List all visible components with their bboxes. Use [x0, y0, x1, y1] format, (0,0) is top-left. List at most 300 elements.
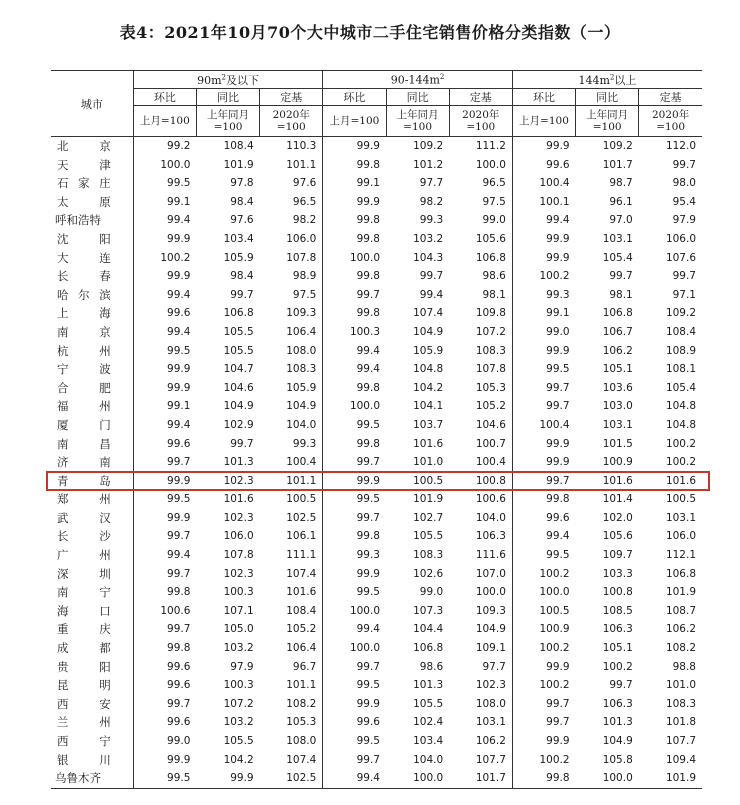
subheader-cell: 同比: [196, 89, 259, 106]
index-value: 100.8: [602, 586, 633, 599]
base-header-line: =100: [403, 121, 433, 133]
index-value: 104.7: [223, 363, 254, 376]
index-value: 99.9: [323, 695, 386, 714]
index-value: 107.4: [413, 307, 444, 320]
index-value: 99.6: [133, 304, 196, 323]
city-name: 北京: [57, 139, 111, 153]
index-value: 99.1: [133, 193, 196, 212]
index-value: 98.6: [482, 270, 506, 283]
index-value: 104.3: [413, 251, 444, 264]
city-name: 银川: [57, 752, 111, 767]
index-value: 99.9: [512, 137, 575, 156]
index-value: 111.6: [475, 549, 506, 562]
index-value: 99.5: [133, 769, 196, 788]
base-header-cell: 上月=100: [512, 106, 575, 137]
index-value: 104.2: [413, 381, 444, 394]
index-value: 99.6: [512, 156, 575, 175]
index-value: 109.7: [602, 549, 633, 562]
city-name: 广州: [57, 548, 111, 563]
index-value: 99.8: [323, 379, 386, 398]
index-value: 99.7: [133, 527, 196, 546]
index-value: 109.2: [413, 140, 444, 152]
index-value: 100.4: [512, 416, 575, 435]
index-value: 99.7: [323, 658, 386, 677]
index-value: 99.3: [323, 546, 386, 565]
index-value: 99.8: [323, 527, 386, 546]
index-value: 104.6: [223, 381, 254, 394]
table-row: [51, 695, 702, 714]
table-row: [51, 527, 702, 546]
table-row: [51, 565, 702, 584]
index-value: 105.4: [665, 381, 696, 394]
index-value: 103.1: [602, 418, 633, 431]
index-value: 99.9: [323, 472, 386, 491]
index-value: 103.2: [413, 232, 444, 245]
index-value: 100.0: [576, 769, 639, 788]
table-row: [51, 174, 702, 193]
index-value: 99.8: [323, 230, 386, 249]
index-value: 108.1: [665, 363, 696, 376]
index-value: 111.2: [475, 140, 506, 152]
index-value: 107.8: [223, 549, 254, 562]
index-value: 96.1: [609, 195, 633, 208]
base-header-line: 上年同月: [586, 109, 629, 121]
index-value: 95.4: [672, 195, 696, 208]
index-value: 105.2: [475, 400, 506, 413]
index-value: 99.5: [133, 174, 196, 193]
index-value: 99.8: [133, 583, 196, 602]
city-name: 呼和浩特: [55, 213, 101, 228]
index-value: 112.0: [665, 140, 696, 152]
table-row: [51, 676, 702, 695]
index-value: 99.9: [512, 435, 575, 454]
index-value: 104.2: [223, 753, 254, 766]
index-value: 99.4: [512, 527, 575, 546]
index-value: 99.9: [323, 137, 386, 156]
index-value: 99.5: [323, 676, 386, 695]
index-value: 107.0: [475, 567, 506, 580]
base-header-cell: 2020年=100: [449, 106, 512, 137]
index-value: 99.4: [323, 620, 386, 639]
index-value: 99.5: [323, 490, 386, 509]
index-value: 100.0: [323, 639, 386, 658]
index-value: 111.1: [286, 549, 317, 562]
base-header-cell: [386, 106, 449, 137]
index-value: 106.7: [602, 325, 633, 338]
index-value: 99.8: [323, 211, 386, 230]
index-value: 100.5: [413, 474, 444, 487]
city-name: 乌鲁木齐: [51, 769, 133, 788]
subheader-cell: 同比: [576, 89, 639, 106]
table-row: [51, 267, 702, 286]
index-value: 100.5: [286, 493, 317, 506]
table-row: [51, 323, 702, 342]
index-value: 105.5: [223, 344, 254, 357]
base-header-cell: [196, 106, 259, 137]
index-value: 106.8: [223, 307, 254, 320]
index-value: 99.6: [133, 713, 196, 732]
index-value: 108.7: [665, 604, 696, 617]
index-value: 99.8: [512, 769, 575, 788]
index-value: 106.2: [475, 735, 506, 747]
index-value: 105.1: [602, 642, 633, 655]
index-value: 99.5: [323, 732, 386, 751]
group-header-large: $144m^2$以上: [512, 71, 702, 89]
index-value: 99.9: [323, 565, 386, 584]
index-value: 100.0: [475, 586, 506, 599]
index-value: 100.0: [323, 249, 386, 268]
index-value: 99.4: [133, 211, 196, 230]
index-value: 97.6: [292, 177, 317, 190]
index-value: 99.8: [323, 267, 386, 286]
index-value: 99.9: [133, 751, 196, 770]
index-value: 107.2: [223, 697, 254, 710]
index-value: 107.1: [223, 604, 254, 617]
index-value: 99.8: [133, 639, 196, 658]
index-value: 101.6: [223, 493, 254, 506]
index-value: 99.9: [512, 342, 575, 361]
table-row: [51, 602, 702, 621]
index-value: 101.8: [665, 716, 696, 729]
index-value: 100.4: [512, 174, 575, 193]
index-value: 108.9: [665, 344, 696, 357]
index-value: 99.9: [512, 249, 575, 268]
index-value: 100.2: [133, 249, 196, 268]
index-value: 106.2: [665, 623, 696, 636]
index-value: 100.2: [512, 751, 575, 770]
index-value: 106.3: [602, 697, 633, 710]
table-row: [51, 435, 702, 454]
index-value: 99.9: [133, 360, 196, 379]
index-value: 104.9: [475, 623, 506, 636]
index-value: 107.8: [475, 363, 506, 376]
city-name: 沈阳: [57, 231, 111, 246]
index-value: 104.9: [602, 735, 633, 747]
index-value: 101.6: [665, 474, 696, 487]
index-value: 109.4: [665, 753, 696, 766]
index-value: 105.5: [413, 530, 444, 543]
subheader-cell: 环比: [323, 89, 386, 106]
index-value: 102.6: [413, 567, 444, 580]
index-value: 106.0: [223, 530, 254, 543]
city-name: 宁波: [57, 362, 111, 377]
index-value: 99.0: [133, 732, 196, 751]
index-value: 99.7: [512, 472, 575, 491]
index-value: 104.9: [286, 400, 317, 413]
index-value: 99.7: [230, 437, 254, 450]
index-value: 97.5: [482, 195, 506, 208]
index-value: 105.3: [475, 381, 506, 394]
city-name: 武汉: [57, 510, 111, 525]
index-value: 97.7: [482, 660, 506, 673]
index-value: 99.5: [133, 490, 196, 509]
index-value: 100.6: [133, 602, 196, 621]
index-value: 99.7: [323, 286, 386, 305]
base-header-cell: 上月=100: [133, 106, 196, 137]
index-value: 100.9: [602, 456, 633, 469]
index-value: 101.5: [602, 437, 633, 450]
index-value: 102.4: [413, 716, 444, 729]
subheader-cell: 同比: [386, 89, 449, 106]
index-value: 99.6: [133, 658, 196, 677]
index-value: 97.6: [230, 214, 254, 227]
index-value: 109.1: [475, 642, 506, 655]
index-value: 99.4: [133, 286, 196, 305]
table-row: [51, 769, 702, 788]
index-value: 99.4: [323, 342, 386, 361]
index-value: 99.4: [419, 288, 444, 301]
index-value: 99.7: [230, 288, 254, 301]
index-value: 99.8: [323, 156, 386, 175]
index-value: 106.3: [602, 623, 633, 636]
index-value: 99.4: [133, 416, 196, 435]
index-value: 101.4: [602, 493, 633, 506]
index-value: 103.6: [602, 381, 633, 394]
index-value: 100.7: [475, 437, 506, 450]
index-value: 101.6: [286, 586, 317, 599]
index-value: 108.0: [475, 697, 506, 710]
index-value: 100.0: [386, 769, 449, 788]
index-value: 100.0: [512, 583, 575, 602]
index-value: 104.4: [413, 623, 444, 636]
index-value: 107.3: [413, 604, 444, 617]
index-value: 100.2: [665, 456, 696, 469]
index-value: 97.9: [230, 660, 254, 673]
index-value: 100.2: [512, 676, 575, 695]
city-name: 深圳: [57, 566, 111, 581]
index-value: 104.0: [475, 511, 506, 524]
city-name: 厦门: [57, 417, 111, 432]
group-header-small: $90m^2$及以下: [133, 71, 323, 89]
city-name: 南昌: [57, 436, 111, 451]
index-value: 99.7: [133, 695, 196, 714]
index-value: 109.8: [475, 307, 506, 320]
index-value: 99.5: [133, 342, 196, 361]
table-row: [51, 304, 702, 323]
index-value: 99.7: [672, 270, 696, 283]
index-value: 106.8: [602, 307, 633, 320]
index-value: 99.7: [672, 158, 696, 171]
index-value: 100.0: [475, 158, 506, 171]
index-value: 98.7: [609, 177, 633, 190]
index-value: 110.3: [286, 140, 317, 152]
index-value: 104.1: [413, 400, 444, 413]
index-value: 103.4: [413, 735, 444, 747]
city-name: 兰州: [57, 715, 111, 730]
index-value: 103.2: [223, 716, 254, 729]
index-value: 101.9: [665, 586, 696, 599]
index-value: 105.5: [413, 697, 444, 710]
index-value: 109.3: [475, 604, 506, 617]
city-name: 重庆: [57, 622, 111, 637]
index-value: 102.9: [223, 418, 254, 431]
index-value: 103.1: [602, 232, 633, 245]
index-value: 102.3: [475, 679, 506, 692]
index-value: 106.4: [286, 642, 317, 655]
index-value: 108.0: [286, 344, 317, 357]
index-value: 99.9: [196, 769, 259, 788]
index-value: 101.0: [665, 679, 696, 692]
city-name: 济南: [57, 455, 111, 470]
index-value: 101.9: [413, 493, 444, 506]
table-row: [51, 509, 702, 528]
table-row: [51, 230, 702, 249]
index-value: 105.5: [223, 735, 254, 747]
index-value: 99.4: [323, 769, 386, 788]
index-value: 108.3: [286, 363, 317, 376]
index-value: 99.9: [512, 732, 575, 751]
index-value: 106.8: [413, 642, 444, 655]
index-value: 104.6: [475, 418, 506, 431]
index-value: 107.7: [475, 753, 506, 766]
index-value: 108.2: [286, 697, 317, 710]
index-value: 108.4: [223, 140, 254, 152]
index-value: 99.4: [512, 211, 575, 230]
table-row: [51, 397, 702, 416]
index-value: 97.1: [672, 288, 696, 301]
index-value: 97.8: [230, 177, 254, 190]
index-value: 98.6: [419, 660, 444, 673]
index-value: 100.8: [475, 474, 506, 487]
city-name: 西宁: [57, 734, 111, 748]
index-value: 100.5: [512, 602, 575, 621]
index-value: 100.2: [665, 437, 696, 450]
table-row: [51, 249, 702, 268]
city-name: 石家庄: [57, 176, 111, 191]
index-value: 96.7: [292, 660, 317, 673]
index-value: 108.3: [665, 697, 696, 710]
city-name: 南宁: [57, 585, 111, 600]
index-value: 100.4: [475, 456, 506, 469]
index-value: 105.5: [223, 325, 254, 338]
city-column-header: 城市: [51, 71, 133, 137]
subheader-cell: 定基: [639, 89, 702, 106]
index-value: 99.7: [323, 751, 386, 770]
table-row: [51, 360, 702, 379]
index-value: 99.7: [512, 379, 575, 398]
table-row: [51, 732, 702, 751]
index-value: 101.0: [413, 456, 444, 469]
base-header-line: =100: [592, 121, 622, 133]
base-header-cell: 上月=100: [323, 106, 386, 137]
index-value: 106.3: [475, 530, 506, 543]
base-header-line: 上年同月: [396, 109, 439, 121]
index-value: 99.9: [133, 230, 196, 249]
index-value: 98.4: [230, 195, 254, 208]
index-value: 99.6: [133, 435, 196, 454]
index-value: 102.3: [223, 511, 254, 524]
index-value: 105.9: [413, 344, 444, 357]
city-name: 大连: [57, 250, 111, 265]
index-value: 99.3: [512, 286, 575, 305]
index-value: 97.5: [292, 288, 317, 301]
index-value: 109.2: [602, 140, 633, 152]
index-value: 101.3: [223, 456, 254, 469]
index-value: 99.9: [512, 453, 575, 472]
index-value: 109.3: [286, 307, 317, 320]
table-row: [51, 156, 702, 175]
index-value: 99.3: [419, 214, 444, 227]
table-row: [51, 639, 702, 658]
city-name: 福州: [57, 399, 111, 414]
index-value: 101.6: [413, 437, 444, 450]
index-value: 107.2: [475, 325, 506, 338]
index-value: 99.9: [323, 193, 386, 212]
index-value: 99.4: [133, 323, 196, 342]
index-value: 100.0: [323, 397, 386, 416]
index-value: 99.5: [512, 546, 575, 565]
index-value: 96.5: [482, 177, 506, 190]
index-value: 101.9: [223, 158, 254, 171]
index-value: 102.7: [413, 511, 444, 524]
table-row: [51, 658, 702, 677]
index-value: 102.5: [286, 511, 317, 524]
index-value: 98.1: [482, 288, 506, 301]
index-value: 99.4: [133, 546, 196, 565]
index-value: 108.3: [413, 549, 444, 562]
subheader-cell: 定基: [449, 89, 512, 106]
table-row: [51, 546, 702, 565]
index-value: 107.4: [286, 567, 317, 580]
index-value: 100.2: [512, 267, 575, 286]
index-value: 105.2: [286, 623, 317, 636]
table-title: 表4：2021年10月70个大中城市二手住宅销售价格分类指数（一）: [119, 23, 621, 42]
city-name: 长沙: [57, 529, 111, 544]
index-value: 105.9: [223, 251, 254, 264]
city-name: 海口: [57, 603, 111, 618]
table-row: [51, 490, 702, 509]
index-value: 99.7: [323, 453, 386, 472]
table-row: [51, 620, 702, 639]
index-value: 99.1: [512, 304, 575, 323]
index-value: 106.8: [665, 567, 696, 580]
index-value: 98.2: [292, 214, 317, 227]
base-header-cell: 2020年=100: [260, 106, 323, 137]
table-row: [51, 713, 702, 732]
index-value: 105.6: [475, 232, 506, 245]
subheader-cell: 环比: [512, 89, 575, 106]
price-index-table: [51, 70, 702, 789]
index-value: 107.8: [286, 251, 317, 264]
index-value: 106.8: [475, 251, 506, 264]
index-value: 105.9: [286, 381, 317, 394]
index-value: 99.7: [512, 695, 575, 714]
index-value: 100.0: [323, 602, 386, 621]
index-value: 105.4: [602, 251, 633, 264]
index-value: 103.1: [665, 511, 696, 524]
index-value: 98.0: [672, 177, 696, 190]
index-value: 97.9: [672, 214, 696, 227]
subheader-cell: 环比: [133, 89, 196, 106]
index-value: 101.2: [413, 158, 444, 171]
index-value: 99.7: [419, 270, 444, 283]
index-value: 99.1: [133, 397, 196, 416]
index-value: 99.8: [323, 435, 386, 454]
group-header-medium: $90-144m^2$: [323, 71, 513, 89]
city-name: 成都: [57, 641, 111, 656]
index-value: 101.1: [286, 474, 317, 487]
index-value: 106.0: [286, 232, 317, 245]
index-value: 108.2: [665, 642, 696, 655]
index-value: 99.7: [133, 620, 196, 639]
city-name: 青岛: [57, 473, 111, 488]
index-value: 98.9: [292, 270, 317, 283]
index-value: 100.3: [223, 679, 254, 692]
index-value: 99.8: [323, 304, 386, 323]
base-header-line: 上年同月: [207, 109, 250, 121]
index-value: 99.4: [323, 360, 386, 379]
index-value: 100.4: [286, 456, 317, 469]
